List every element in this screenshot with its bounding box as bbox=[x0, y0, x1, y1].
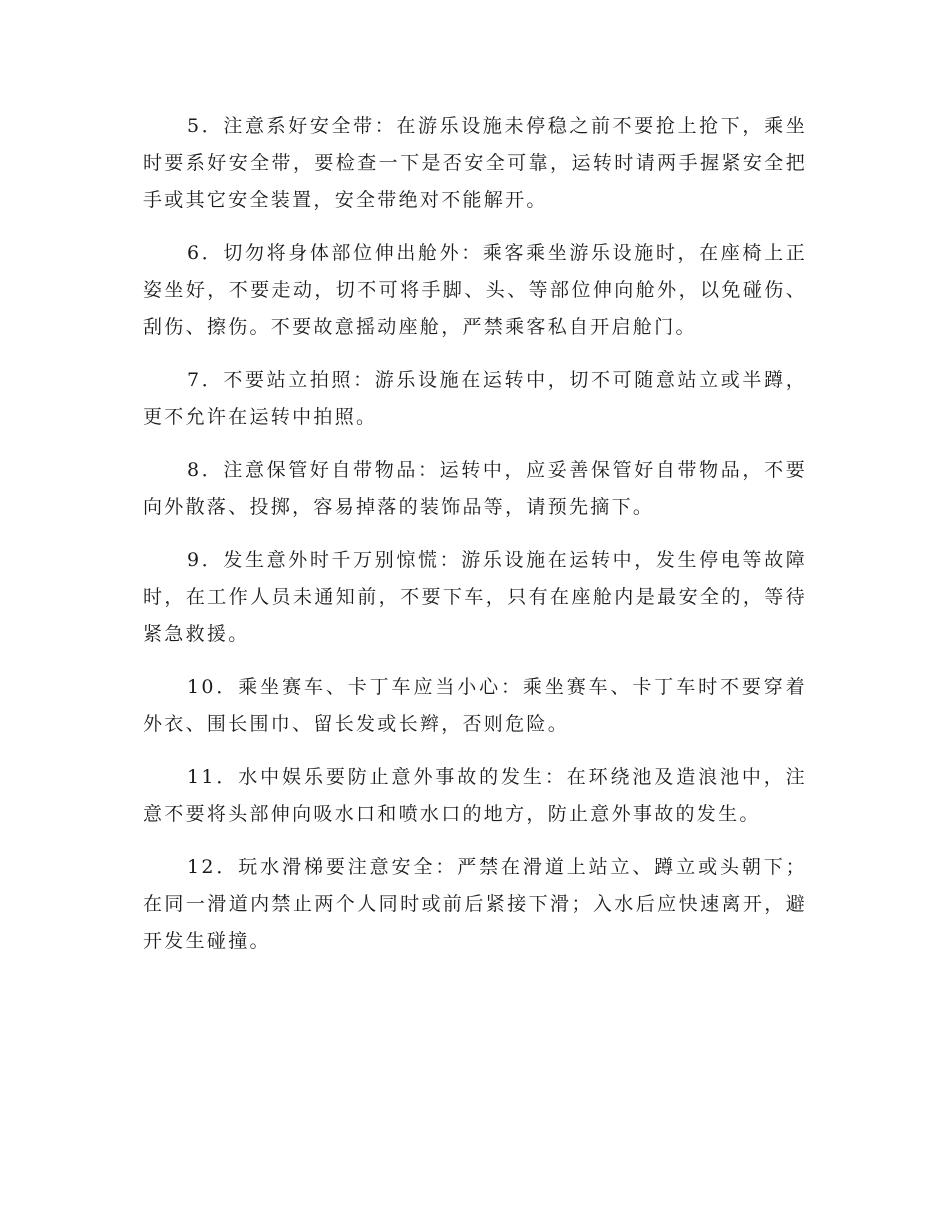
paragraph-belongings: 8．注意保管好自带物品：运转中，应妥善保管好自带物品，不要向外散落、投掷，容易掉落的装饰品等，请预先摘下。 bbox=[143, 459, 807, 518]
paragraph-go-kart: 10．乘坐赛车、卡丁车应当小心：乘坐赛车、卡丁车时不要穿着外衣、围长围巾、留长发或长辫，否则危险。 bbox=[143, 676, 807, 735]
document-body bbox=[143, 108, 807, 976]
paragraph-emergency-calm: 9．发生意外时千万别惊慌：游乐设施在运转中，发生停电等故障时，在工作人员未通知前，不要下车，只有在座舱内是最安全的，等待紧急救援。 bbox=[143, 549, 807, 645]
paragraph-water-slide: 12．玩水滑梯要注意安全：严禁在滑道上站立、蹲立或头朝下；在同一滑道内禁止两个人同时或前后紧接下滑；入水后应快速离开，避开发生碰撞。 bbox=[143, 856, 807, 952]
paragraph-water-pool: 11．水中娱乐要防止意外事故的发生：在环绕池及造浪池中，注意不要将头部伸向吸水口和喷水口的地方，防止意外事故的发生。 bbox=[143, 766, 807, 825]
paragraph-no-standing-photos: 7．不要站立拍照：游乐设施在运转中，切不可随意站立或半蹲，更不允许在运转中拍照。 bbox=[143, 369, 807, 428]
paragraph-safety-belt: 5．注意系好安全带：在游乐设施未停稳之前不要抢上抢下，乘坐时要系好安全带，要检查一下是否安全可靠，运转时请两手握紧安全把手或其它安全装置，安全带绝对不能解开。 bbox=[143, 115, 807, 211]
paragraph-body-inside-cabin: 6．切勿将身体部位伸出舱外：乘客乘坐游乐设施时，在座椅上正姿坐好，不要走动，切不可将手脚、头、等部位伸向舱外，以免碰伤、刮伤、擦伤。不要故意摇动座舱，严禁乘客私自开启舱门。 bbox=[143, 242, 807, 338]
